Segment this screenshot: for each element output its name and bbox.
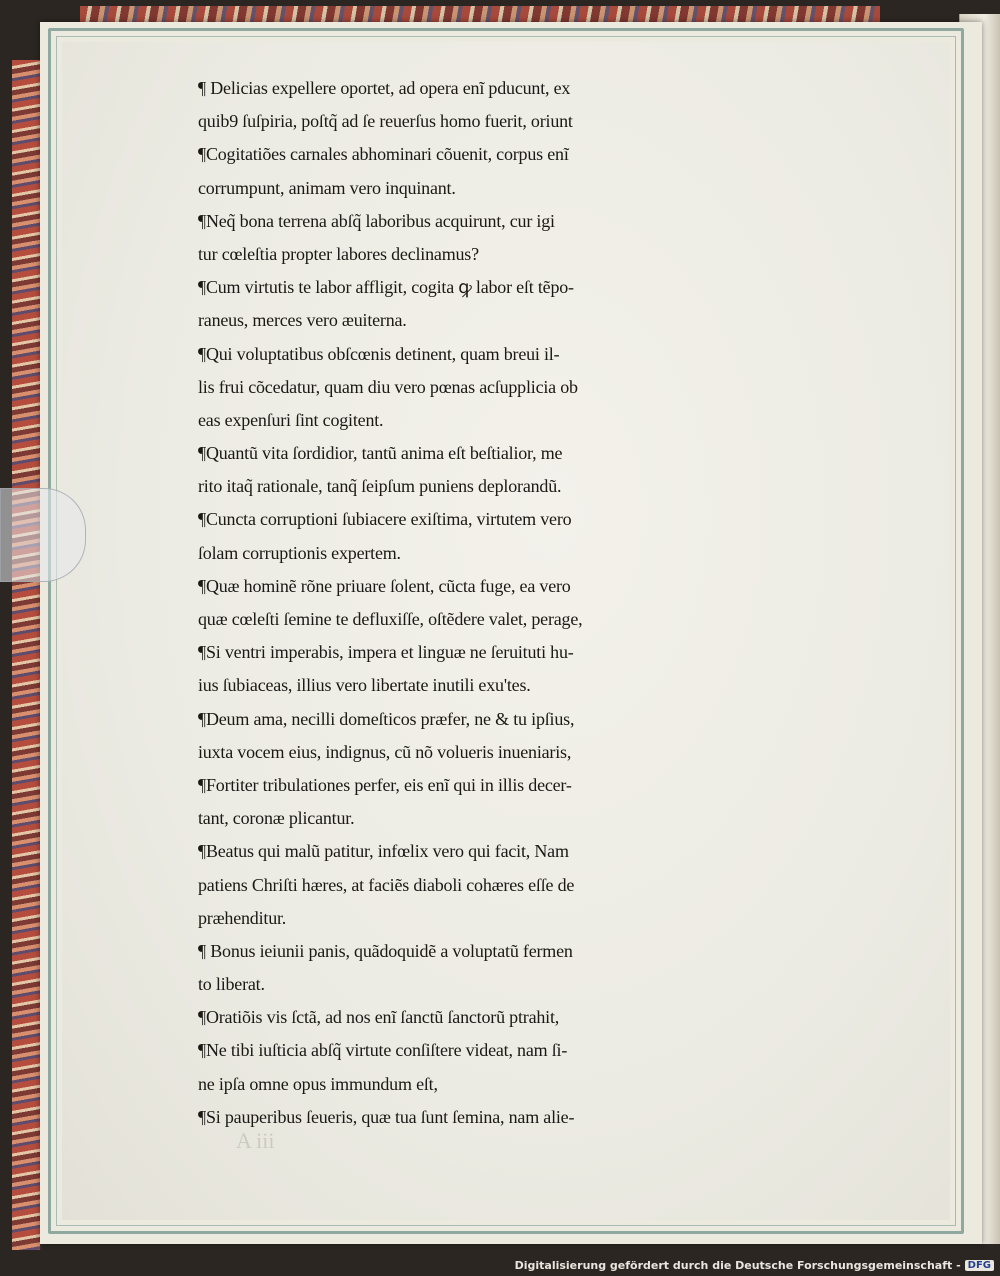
text-line: ¶Si ventri imperabis, impera et linguæ ne ſeruituti hu- [198, 642, 574, 663]
text-line: ¶Fortiter tribulationes perfer, eis enĩ qui in illis decer- [198, 774, 572, 795]
text-line: ne ipſa omne opus immundum eſt, [198, 1073, 438, 1094]
footer-text: Digitalisierung gefördert durch die Deutsche Forschungsgemeinschaft - [514, 1258, 961, 1272]
text-line: ¶Beatus qui malũ patitur, infœlix vero qui facit, Nam [198, 841, 569, 862]
text-line: corrumpunt, animam vero inquinant. [198, 177, 456, 198]
text-line: præhenditur. [198, 907, 287, 928]
text-line: eas expenſuri ſint cogitent. [198, 409, 384, 430]
text-line: ¶Cum virtutis te labor affligit, cogita ꝙ labor eſt tẽpo- [198, 277, 574, 298]
text-line: ¶Cuncta corruptioni ſubiacere exiſtima, virtutem vero [198, 509, 572, 530]
text-line: ¶Si pauperibus ſeueris, quæ tua ſunt ſemina, nam alie- [198, 1106, 575, 1127]
text-line: rito itaq̃ rationale, tanq̃ ſeipſum puniens deplorandũ. [198, 476, 562, 497]
text-line: tur cœleſtia propter labores declinamus? [198, 243, 479, 264]
text-line: ¶ Bonus ieiunii panis, quãdoquidẽ a voluptatũ fermen [198, 940, 573, 961]
text-line: ¶Neq̃ bona terrena abſq̃ laboribus acquirunt, cur igi [198, 210, 555, 231]
text-line: lis frui cõcedatur, quam diu vero pœnas acſupplicia ob [198, 376, 578, 397]
text-line: iuxta vocem eius, indignus, cũ nõ volueris inueniaris, [198, 741, 572, 762]
text-line: ſolam corruptionis expertem. [198, 542, 401, 563]
text-line: to liberat. [198, 974, 265, 995]
text-line: ¶Quæ hominẽ rõne priuare ſolent, cũcta fuge, ea vero [198, 575, 571, 596]
signature-mark: A iii [236, 1128, 275, 1153]
footer-credit [515, 1256, 994, 1274]
text-line: ¶Quantũ vita ſordidior, tantũ anima eſt beſtialior, me [198, 443, 563, 464]
text-line: ¶Qui voluptatibus obſcœnis detinent, quam breui il- [198, 343, 560, 364]
text-line: ¶Deum ama, necilli domeſticos præfer, ne & tu ipſius, [198, 708, 575, 729]
dfg-logo: DFG [965, 1260, 994, 1271]
text-line: ¶ Delicias expellere oportet, ad opera enĩ pducunt, ex [198, 78, 571, 98]
page-text [198, 72, 898, 1134]
page-clip [0, 488, 86, 582]
text-line: ¶Cogitatiões carnales abhominari cõuenit, corpus enĩ [198, 144, 569, 165]
text-line: raneus, merces vero æuiterna. [198, 310, 407, 331]
text-line: patiens Chriſti hæres, at faciẽs diaboli cohæres eſſe de [198, 874, 575, 895]
text-line: tant, coronæ plicantur. [198, 808, 355, 829]
marbled-binding [12, 60, 42, 1250]
text-line: ¶Ne tibi iuſticia abſq̃ virtute conſiſtere videat, nam ſi- [198, 1040, 568, 1061]
text-line: ius ſubiaceas, illius vero libertate inutili exu'tes. [198, 675, 531, 696]
text-line: quæ cœleſti ſemine te defluxiſſe, oſtẽdere valet, perage, [198, 609, 583, 629]
text-line: quib9 ſuſpiria, poſtq̃ ad ſe reuerſus homo fuerit, oriunt [198, 111, 573, 132]
text-line: ¶Oratiõis vis ſctã, ad nos enĩ ſanctũ ſanctorũ ptrahit, [198, 1007, 560, 1028]
